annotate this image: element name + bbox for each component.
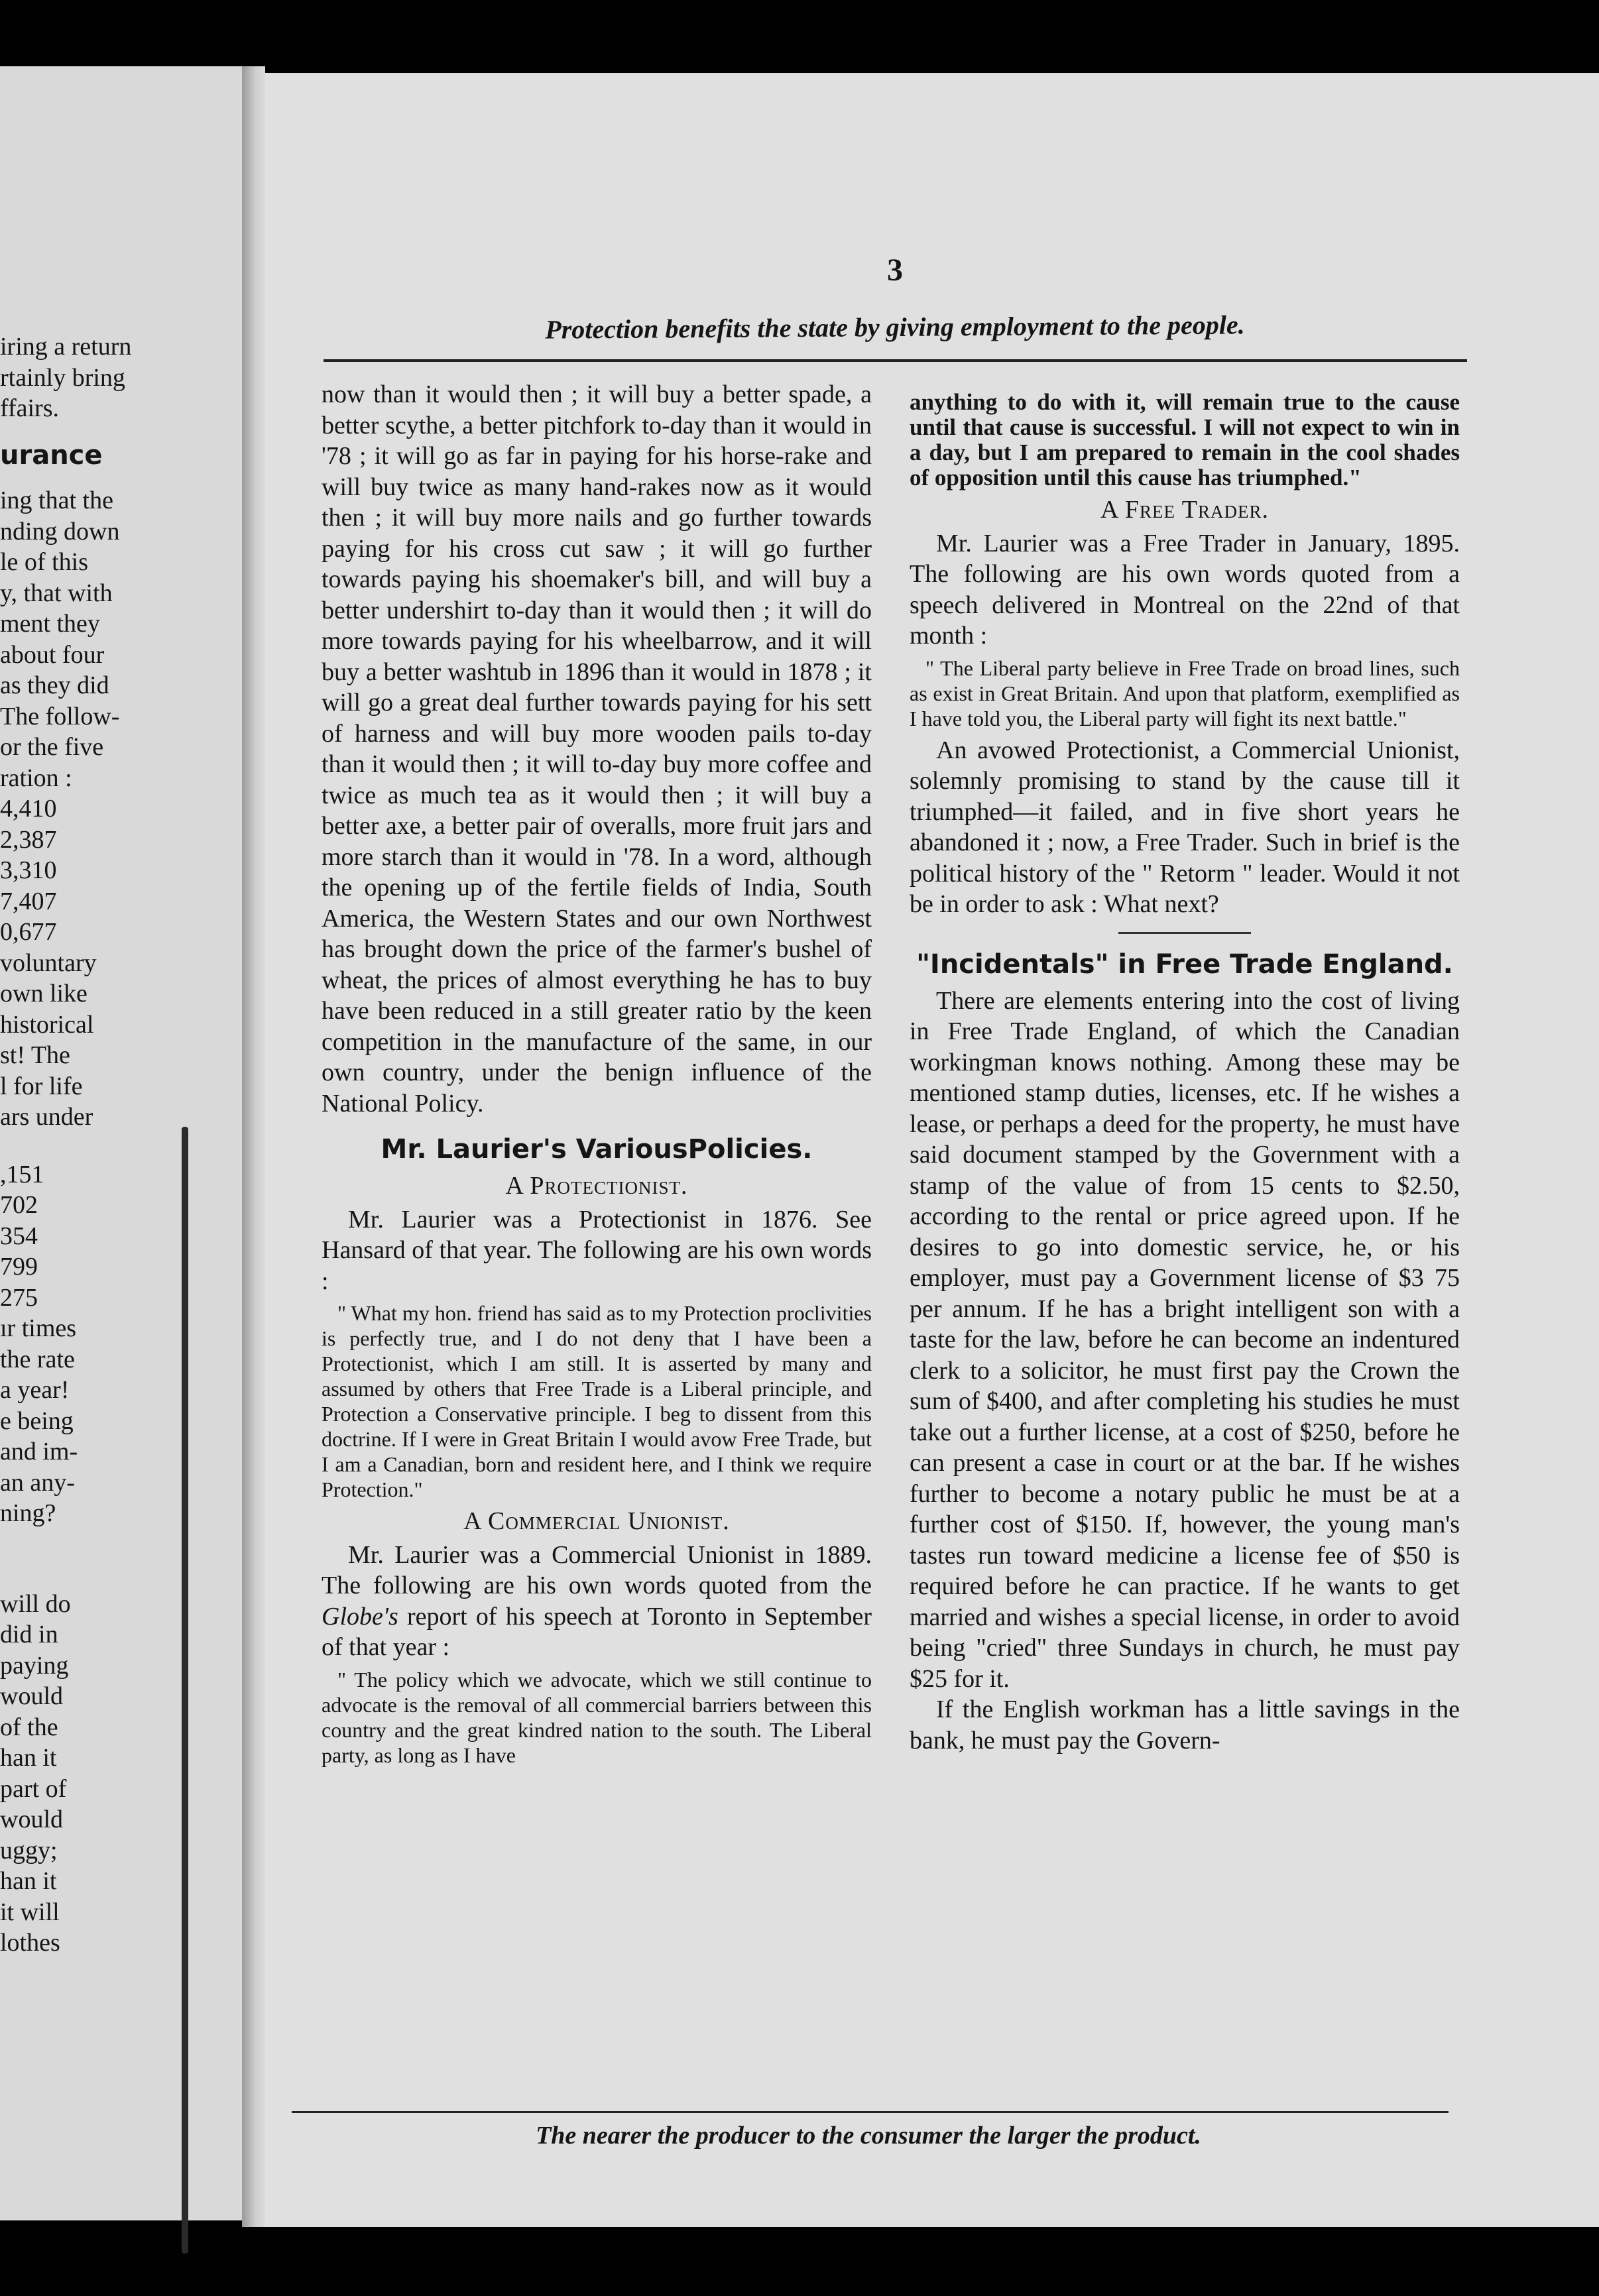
fragment-line: part of <box>0 1774 67 1803</box>
fragment-line: st! The <box>0 1041 70 1069</box>
fragment-line: lothes <box>0 1929 60 1957</box>
fragment-line: a year! <box>0 1376 70 1404</box>
section-heading-incidentals: "Incidentals" in Free Trade England. <box>916 948 1453 980</box>
quotation-continued: anything to do with it, will remain true to the cause until that cause is successful. I will not expect to win in a day, but I am prepared to remain in the cool shades of opposition until this cause has triumphed." <box>910 389 1460 490</box>
footer-motto: The nearer the producer to the consumer the larger the product. <box>536 2122 1201 2150</box>
quotation-text: " The policy which we advocate, which we still continue to advocate is the removal of all commercial barriers between this country and the great kindred nation to the south. The Liberal party, as long as I have <box>322 1667 872 1767</box>
fragment-line: and im- <box>0 1438 78 1465</box>
fragment-line: would <box>0 1806 63 1833</box>
quotation <box>322 1300 872 1502</box>
quotation-text: " What my hon. friend has said as to my Protection proclivities is perfectly true, and I do not deny that I have been a Protectionist, which I am still. It is asserted by many and assumed by others that Free Trade is a Liberal principle, and Protection a Conservative principle. I beg to dissent from this doctrine. If I were in Great Britain I would avow Free Trade, but I am a Canadian, born and resident here, and I think we require Protection." <box>322 1301 872 1501</box>
fragment-line: ment they <box>0 610 100 638</box>
fragment-line: did in <box>0 1621 58 1648</box>
subheading-protectionist: A Protectionist. <box>505 1172 688 1200</box>
fragment-line: iring a return <box>0 333 132 361</box>
fragment-line: 4,410 <box>0 795 57 823</box>
text: Mr. Laurier was a Commercial Unionist in 1889. The following are his own words quoted from the <box>322 1540 872 1599</box>
footer-rule <box>292 2111 1449 2113</box>
page-number: 3 <box>887 253 903 288</box>
paragraph: If the English workman has a little savings in the bank, he must pay the Govern- <box>910 1695 1460 1754</box>
fragment-line: ffairs. <box>0 394 59 422</box>
fragment-line: 354 <box>0 1222 38 1250</box>
fragment-line: 702 <box>0 1191 38 1219</box>
fragment-heading: urance <box>0 439 103 471</box>
paragraph: Mr. Laurier was a Protectionist in 1876. See Hansard of that year. The following are his own words : <box>322 1205 872 1295</box>
header-rule <box>324 359 1467 362</box>
fragment-line: ration : <box>0 764 72 792</box>
fragment-line: about four <box>0 640 105 669</box>
page-gutter <box>242 66 265 2227</box>
column-right <box>910 390 1460 1756</box>
fragment-line: it will <box>0 1898 60 1926</box>
fragment-line: nding down <box>0 517 120 545</box>
fragment-line: 799 <box>0 1253 38 1281</box>
paragraph <box>322 1540 872 1663</box>
fragment-line: or the five <box>0 733 104 761</box>
fragment-line: the rate <box>0 1345 75 1373</box>
fragment-line: l for life <box>0 1072 83 1100</box>
fragment-line: 275 <box>0 1283 38 1312</box>
fragment-line: would <box>0 1682 63 1710</box>
section-heading-laurier-policies: Mr. Laurier's VariousPolicies. <box>381 1134 813 1165</box>
paragraph: An avowed Protectionist, a Commercial Unionist, solemnly promising to stand by the cause till it triumphed—it failed, and in five short years he abandoned it ; now, a Free Trader. Such in brief is the political history of the " Retorm " leader. Would it not be in order to ask : What next? <box>910 736 1460 918</box>
fragment-line: ars under <box>0 1103 93 1131</box>
column-middle <box>322 379 872 1772</box>
fragment-line: as they did <box>0 671 109 699</box>
fragment-line: ing that the <box>0 487 113 514</box>
fragment-line: 0,677 <box>0 918 57 946</box>
newspaper-name: Globe's <box>322 1602 398 1631</box>
fragment-line: ,151 <box>0 1160 44 1188</box>
fragment-line: ning? <box>0 1499 56 1527</box>
quotation-text: " The Liberal party believe in Free Trade on broad lines, such as exist in Great Britain. And upon that platform, exemplified as I have told you, the Liberal party will fight its next battle." <box>910 656 1460 730</box>
section-divider <box>1118 932 1251 934</box>
fragment-line: y, that with <box>0 579 113 607</box>
fragment-line: han it <box>0 1867 57 1895</box>
fragment-line: of the <box>0 1713 58 1741</box>
fragment-line: historical <box>0 1010 94 1039</box>
fragment-line: will do <box>0 1589 71 1618</box>
subheading-commercial-unionist: A Commercial Unionist. <box>463 1507 730 1535</box>
subheading-free-trader: A Free Trader. <box>1100 496 1269 524</box>
fragment-line: 3,310 <box>0 856 57 884</box>
fragment-line: paying <box>0 1651 69 1680</box>
fragment-line: han it <box>0 1744 57 1772</box>
fragment-line: The follow- <box>0 702 120 730</box>
paragraph: now than it would then ; it will buy a better spade, a better scythe, a better pitchfork to-day than it would in '78 ; it will go as far in paying for his horse-rake and will buy twice as many hand-rakes now as it would then ; it will buy more nails and go further towards paying for his cross cut saw ; it will go further towards paying his shoemaker's bill, and will buy a better undershirt to-day than it would then ; it will do more towards paying for his wheelbarrow, and it will buy a better washtub in 1896 than it would in 1878 ; it will go a great deal further towards paying for his sett of harness and will buy more wooden pails to-day than it would then ; it will to-day buy more coffee and twice as much tea as it would then ; it will buy a better axe, a better pair of overalls, more fruit jars and more starch than it would in '78. In a word, although the opening up of the fertile fields of India, South America, the Western States and our own Northwest has brought down the price of the farmer's bushel of wheat, the prices of almost everything he has to buy have been reduced in a still greater ratio by the keen competition in the manufacture of the same, in our own country, under the benign influence of the National Policy. <box>322 380 872 1118</box>
fragment-line: 7,407 <box>0 887 57 915</box>
left-column-fragment <box>0 331 172 1959</box>
gutter-crease <box>182 1127 188 2254</box>
fragment-line: le of this <box>0 548 88 576</box>
quotation <box>322 1667 872 1768</box>
fragment-line: 2,387 <box>0 825 57 854</box>
fragment-line: rtainly bring <box>0 363 125 392</box>
quotation <box>910 656 1460 731</box>
fragment-line: uggy; <box>0 1836 58 1865</box>
paragraph: There are elements entering into the cost of living in Free Trade England, of which the Canadian workingman knows nothing. Among these may be mentioned stamp duties, licenses, etc. If he wishes a lease, or perhaps a deed for the property, he must have said document stamped by the Government with a stamp of the value of from 15 cents to $2.50, according to the rental or price agreed upon. If he desires to go into domestic service, he, or his employer, must pay a Government license of $3 75 per annum. If he has a bright intelligent son with a taste for the law, before he can become an indentured clerk to a solicitor, he must first pay the Crown the sum of $400, and after completing his studies he must take out a further license, at a cost of $250, before he can present a case in court or at the bar. If he wishes further to become a notary public he must be at a further cost of $150. If, however, the young man's tastes run toward medicine a license fee of $50 is required before he can practice. If he wants to get married and wishes a special license, in order to avoid being "cried" three Sundays in church, he must pay $25 for it. <box>910 986 1460 1693</box>
fragment-line: own like <box>0 980 88 1007</box>
fragment-line: e being <box>0 1406 74 1435</box>
text: report of his speech at Toronto in September of that year : <box>322 1602 872 1661</box>
fragment-line: voluntary <box>0 948 97 977</box>
fragment-line: ır times <box>0 1314 77 1342</box>
header-motto: Protection benefits the state by giving employment to the people. <box>545 310 1245 345</box>
fragment-line: an any- <box>0 1468 75 1497</box>
paragraph: Mr. Laurier was a Free Trader in January, 1895. The following are his own words quoted from a speech delivered in Montreal on the 22nd of that month : <box>910 529 1460 650</box>
